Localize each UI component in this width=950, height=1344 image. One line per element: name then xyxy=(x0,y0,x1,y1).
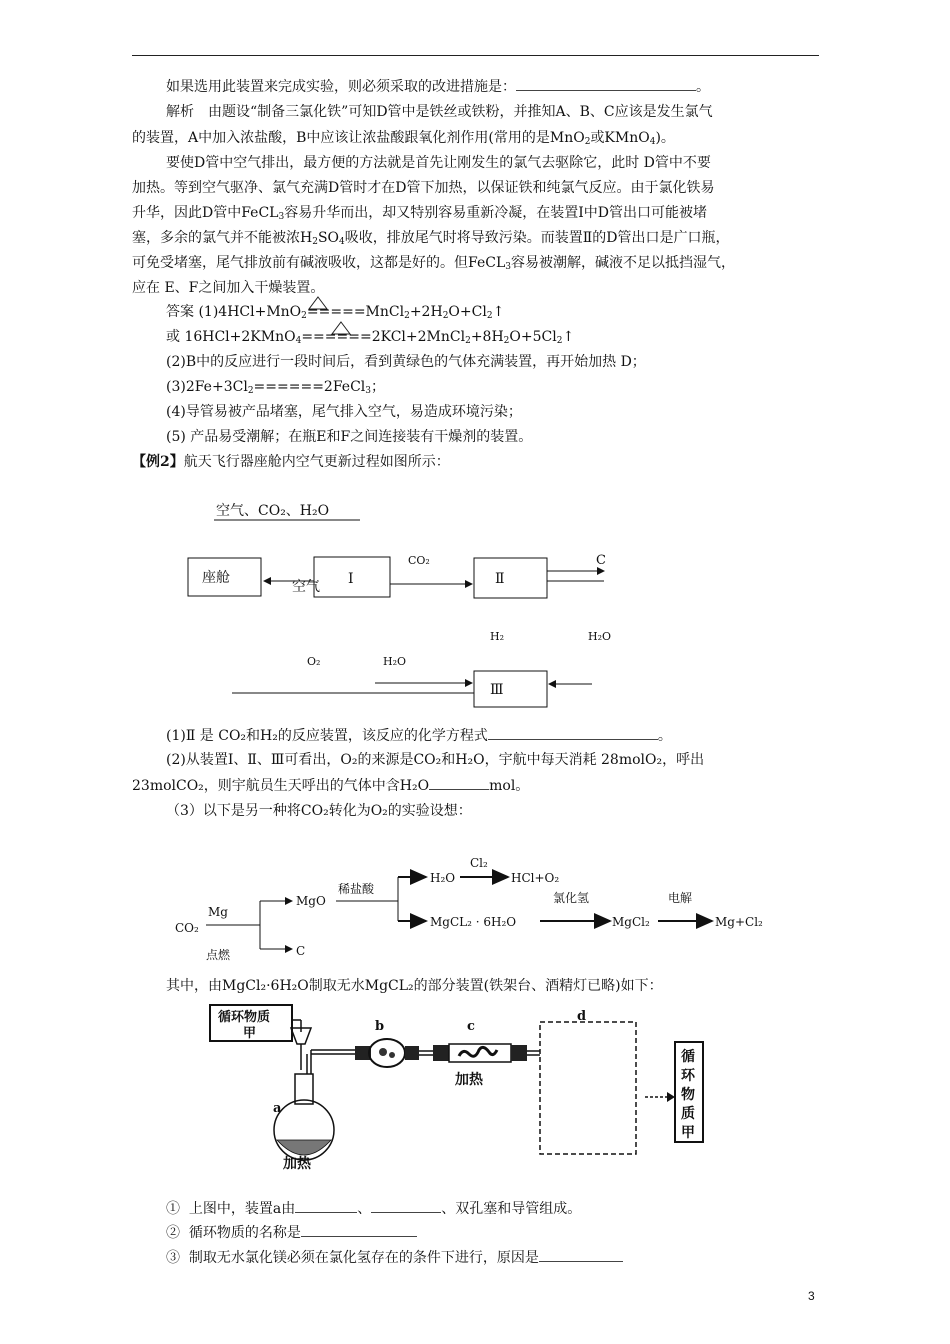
label-d: d xyxy=(577,1009,587,1024)
cycle-substance-label: 甲 xyxy=(243,1026,257,1041)
answer-blank xyxy=(539,1247,623,1262)
apparatus-diagram xyxy=(205,1000,725,1175)
text-line: 应在 E、F之间加入干燥装置。 xyxy=(132,280,325,296)
flow2-c: C xyxy=(296,944,306,958)
answer-line: 或 $16HCl+2KMnO_4======2KCl+2MnCl_2+8H_2O+5Cl_2↑$ xyxy=(166,329,575,346)
air-label: 空气 xyxy=(292,579,320,595)
right-box-char: 质 xyxy=(681,1106,695,1122)
flow2-mgcl2: MgCl₂ xyxy=(612,915,650,929)
answer-blank xyxy=(295,1198,357,1213)
answer-blank xyxy=(371,1198,441,1213)
label-a: a xyxy=(273,1101,282,1116)
label-b: b xyxy=(375,1019,385,1034)
c-output-label: C xyxy=(596,553,606,568)
right-box-char: 甲 xyxy=(681,1125,695,1141)
h2o-mid-label: H₂O xyxy=(383,655,407,668)
question-line: (1)Ⅱ 是 CO₂和H₂的反应装置，该反应的化学方程式 。 xyxy=(166,725,672,746)
sub-question: ③ 制取无水氯化镁必须在氯化氢存在的条件下进行，原因是 xyxy=(166,1247,623,1268)
flow2-hcl-o2: HCl+O₂ xyxy=(511,871,560,885)
sub-question: ② 循环物质的名称是 xyxy=(166,1222,417,1243)
heated-tube-c xyxy=(449,1044,511,1062)
text-line: 如果选用此装置来完成实验，则必须采取的改进措施是： 。 xyxy=(166,76,710,97)
heat-triangle-icon xyxy=(330,321,352,335)
answer-line: $(3)2Fe+3Cl_2======2FeCl_3$； xyxy=(166,379,385,396)
example-heading: 【例2】航天飞行器座舱内空气更新过程如图所示： xyxy=(132,454,450,470)
question-line: 23molCO₂，则宇航员生天呼出的气体中含H₂O mol。 xyxy=(132,775,529,796)
co2-conversion-flow xyxy=(170,845,780,965)
right-box-char: 物 xyxy=(681,1087,695,1103)
cycle-substance-label: 循环物质 xyxy=(218,1010,271,1025)
device-3-label: Ⅲ xyxy=(490,682,504,698)
flow2-ignite: 点燃 xyxy=(206,948,231,962)
flow2-mgo: MgO xyxy=(296,894,326,908)
answer-line: (4)导管易被产品堵塞，尾气排入空气，易造成环境污染； xyxy=(166,404,522,420)
flow2-mg: Mg xyxy=(208,905,228,919)
air-renewal-diagram xyxy=(180,495,620,710)
unknown-device-d xyxy=(540,1022,636,1154)
tube-stopper xyxy=(511,1045,527,1061)
flow2-products: Mg+Cl₂ xyxy=(715,915,763,929)
flow2-co2: CO₂ xyxy=(175,921,199,935)
flow2-dilute-hcl: 稀盐酸 xyxy=(338,882,375,896)
device-3-box xyxy=(474,671,547,707)
tube-joint xyxy=(405,1046,419,1060)
flow2-electrolysis: 电解 xyxy=(668,891,693,905)
right-box-char: 循 xyxy=(681,1049,695,1065)
flow1-top-label: 空气、CO₂、H₂O xyxy=(216,503,330,519)
right-box-char: 环 xyxy=(681,1068,695,1084)
label-c: c xyxy=(467,1019,475,1034)
answer-line: 答案 $(1)4HCl+MnO_2=====MnCl_2+2H_2O+Cl_2↑$ xyxy=(166,304,505,321)
label-heat-c: 加热 xyxy=(455,1072,483,1088)
o2-label: O₂ xyxy=(307,655,321,668)
device-2-box xyxy=(474,558,547,598)
heat-triangle-icon xyxy=(307,296,329,310)
drying-agent xyxy=(389,1052,395,1058)
dashed-arrow-head xyxy=(667,1092,675,1102)
answer-blank xyxy=(429,775,489,790)
header-rule xyxy=(132,55,819,56)
label-heat-a: 加热 xyxy=(283,1156,311,1172)
device-2-label: Ⅱ xyxy=(495,571,505,587)
text-line: 塞，多余的氯气并不能被浓$H_2SO_4$吸收，排放尾气时将导致污染。而装置Ⅱ的D管出口是广口瓶， xyxy=(132,230,730,247)
flow2-hcl-gas: 氯化氢 xyxy=(553,891,590,905)
h2-label: H₂ xyxy=(490,630,505,643)
device-1-label: Ⅰ xyxy=(348,571,354,587)
co2-label: CO₂ xyxy=(408,554,430,567)
text-line: 要使D管中空气排出，最方便的方法就是首先让刚发生的氯气去驱除它，此时 D管中不要 xyxy=(166,155,711,171)
question-line: （3）以下是另一种将CO₂转化为O₂的实验设想： xyxy=(166,803,472,819)
flow2-mgcl2-6h2o: MgCL₂ · 6H₂O xyxy=(430,915,517,929)
sample-in-tube xyxy=(459,1047,497,1056)
text-line: 可免受堵塞，尾气排放前有碱液吸收，这都是好的。但FeCL$_3$容易被潮解，碱液不足以抵挡湿气， xyxy=(132,255,735,272)
drying-agent xyxy=(379,1048,387,1056)
text-line: 解析 由题设“制备三氯化铁”可知D管中是铁丝或铁粉，并推知A、B、C应该是发生氯气 xyxy=(166,104,713,120)
flow2-h2o: H₂O xyxy=(430,871,456,885)
answer-blank xyxy=(516,76,696,91)
cabin-label: 座舱 xyxy=(202,570,230,586)
text-line: 其中，由MgCl₂·6H₂O制取无水MgCL₂的部分装置(铁架台、酒精灯已略)如下： xyxy=(166,978,663,994)
drying-bulb-b xyxy=(369,1039,405,1067)
text-line: 加热。等到空气驱净、氯气充满D管时才在D管下加热，以保证铁和纯氯气反应。由于氯化铁易 xyxy=(132,180,715,196)
h2o-right-label: H₂O xyxy=(588,630,612,643)
page-number: 3 xyxy=(808,1289,815,1303)
flow2-cl2: Cl₂ xyxy=(470,856,488,870)
answer-blank xyxy=(488,725,658,740)
text-line: 的装置，A中加入浓盐酸，B中应该让浓盐酸跟氧化剂作用(常用的是MnO$_2$或KMnO$_4$)。 xyxy=(132,130,675,147)
answer-line: (5) 产品易受潮解；在瓶E和F之间连接装有干燥剂的装置。 xyxy=(166,429,533,445)
text-line: 升华，因此D管中FeCL$_3$容易升华而出，却又特别容易重新冷凝，在装置Ⅰ中D管出口可能被堵 xyxy=(132,205,707,222)
sub-question: ① 上图中，装置a由 、 、双孔塞和导管组成。 xyxy=(166,1198,581,1219)
answer-blank xyxy=(301,1222,417,1237)
question-line: (2)从装置Ⅰ、Ⅱ、Ⅲ可看出，O₂的来源是CO₂和H₂O，宇航中每天消耗 28molO₂，呼出 xyxy=(166,752,705,768)
tube-stopper xyxy=(433,1045,449,1061)
answer-line: (2)B中的反应进行一段时间后，看到黄绿色的气体充满装置，再开始加热 D； xyxy=(166,354,646,370)
